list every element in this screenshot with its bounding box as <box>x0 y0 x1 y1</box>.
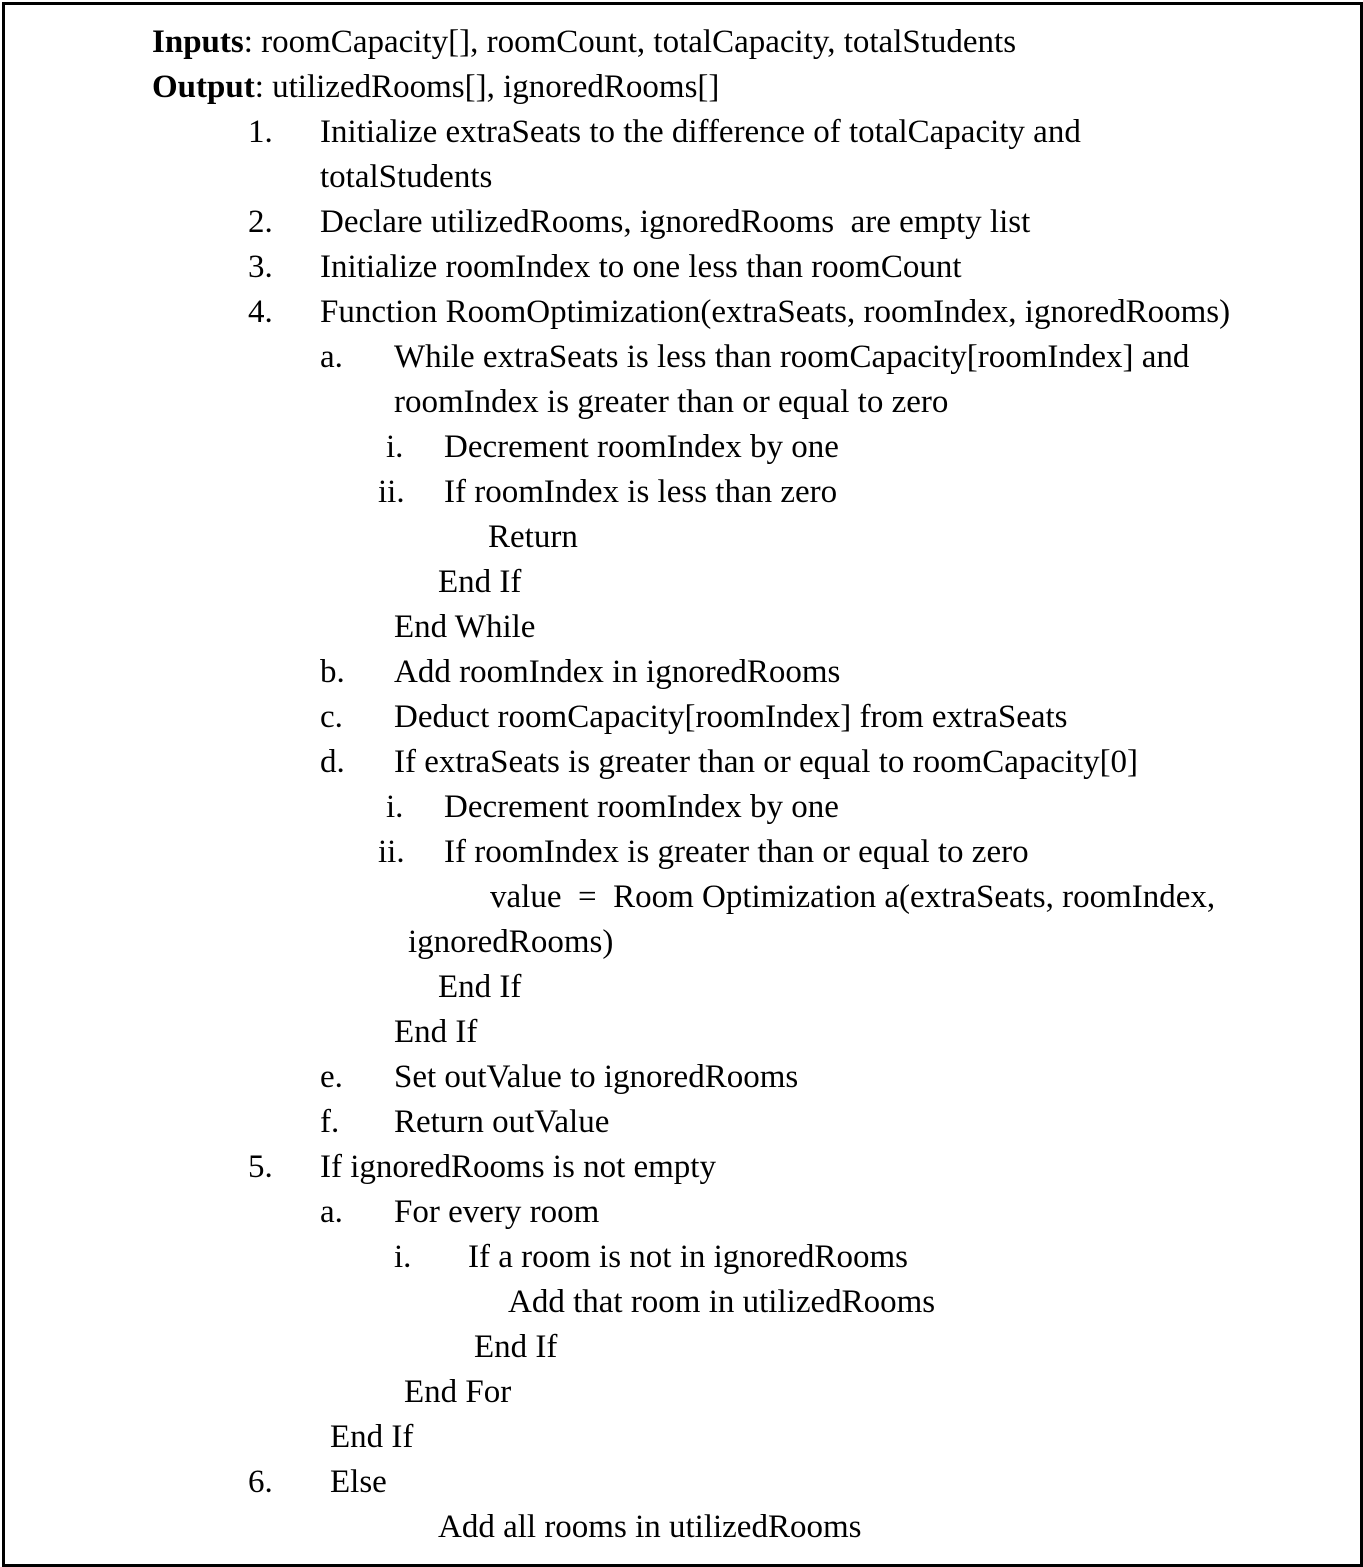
step-5a-text: For every room <box>394 1194 600 1230</box>
step-4d-inner-end-if: End If <box>438 969 522 1005</box>
step-4d-value-continuation: ignoredRooms) <box>408 924 614 960</box>
step-2-number: 2. <box>248 204 273 240</box>
step-4f-text: Return outValue <box>394 1104 610 1140</box>
step-4a-ii-text: If roomIndex is less than zero <box>444 474 838 510</box>
step-4a-i-number: i. <box>386 429 404 465</box>
step-4a-ii-number: ii. <box>378 474 405 510</box>
step-4d-text: If extraSeats is greater than or equal to roomCapacity[0] <box>394 744 1139 780</box>
step-5a-i-text: If a room is not in ignoredRooms <box>468 1239 908 1275</box>
step-4a-return: Return <box>488 519 578 555</box>
step-3-number: 3. <box>248 249 273 285</box>
step-4e-number: e. <box>320 1059 343 1095</box>
step-5a-end-if: End If <box>474 1329 558 1365</box>
step-1-continuation: totalStudents <box>320 159 493 195</box>
step-4d-i-number: i. <box>386 789 404 825</box>
step-5a-number: a. <box>320 1194 343 1230</box>
step-4a-end-while: End While <box>394 609 536 645</box>
step-5-end-if: End If <box>330 1419 414 1455</box>
step-6-number: 6. <box>248 1464 273 1500</box>
step-4e-text: Set outValue to ignoredRooms <box>394 1059 799 1095</box>
step-4a-i-text: Decrement roomIndex by one <box>444 429 839 465</box>
step-4d-value-assignment: value = Room Optimization a(extraSeats, roomIndex, <box>490 879 1216 915</box>
output-label: Output <box>152 69 255 105</box>
output-text: : utilizedRooms[], ignoredRooms[] <box>254 69 720 105</box>
step-4d-ii-number: ii. <box>378 834 405 870</box>
step-6-add: Add all rooms in utilizedRooms <box>438 1509 862 1545</box>
step-4-number: 4. <box>248 294 273 330</box>
step-1-number: 1. <box>248 114 273 150</box>
inputs-label: Inputs <box>152 24 244 60</box>
step-4d-i-text: Decrement roomIndex by one <box>444 789 839 825</box>
inputs-text: : roomCapacity[], roomCount, totalCapacity, totalStudents <box>243 24 1017 60</box>
step-5a-i-number: i. <box>394 1239 412 1275</box>
step-4d-number: d. <box>320 744 345 780</box>
step-1-text: Initialize extraSeats to the difference of totalCapacity and <box>320 114 1081 150</box>
step-4d-end-if: End If <box>394 1014 478 1050</box>
step-4c-number: c. <box>320 699 343 735</box>
step-4d-ii-text: If roomIndex is greater than or equal to zero <box>444 834 1029 870</box>
step-4b-number: b. <box>320 654 345 690</box>
step-4b-text: Add roomIndex in ignoredRooms <box>394 654 841 690</box>
step-4a-text: While extraSeats is less than roomCapacity[roomIndex] and <box>394 339 1190 375</box>
output-line <box>152 67 719 107</box>
step-4a-continuation: roomIndex is greater than or equal to zero <box>394 384 949 420</box>
step-3-text: Initialize roomIndex to one less than roomCount <box>320 249 962 285</box>
step-4a-number: a. <box>320 339 343 375</box>
step-4-text: Function RoomOptimization(extraSeats, roomIndex, ignoredRooms) <box>320 294 1231 330</box>
step-4c-text: Deduct roomCapacity[roomIndex] from extraSeats <box>394 699 1068 735</box>
step-4f-number: f. <box>320 1104 340 1140</box>
step-2-text: Declare utilizedRooms, ignoredRooms are empty list <box>320 204 1031 240</box>
step-5-end-for: End For <box>404 1374 512 1410</box>
step-5-text: If ignoredRooms is not empty <box>320 1149 716 1185</box>
step-6-text: Else <box>330 1464 387 1500</box>
step-5-number: 5. <box>248 1149 273 1185</box>
step-4a-end-if: End If <box>438 564 522 600</box>
step-5a-add: Add that room in utilizedRooms <box>508 1284 936 1320</box>
inputs-line <box>152 22 1016 62</box>
